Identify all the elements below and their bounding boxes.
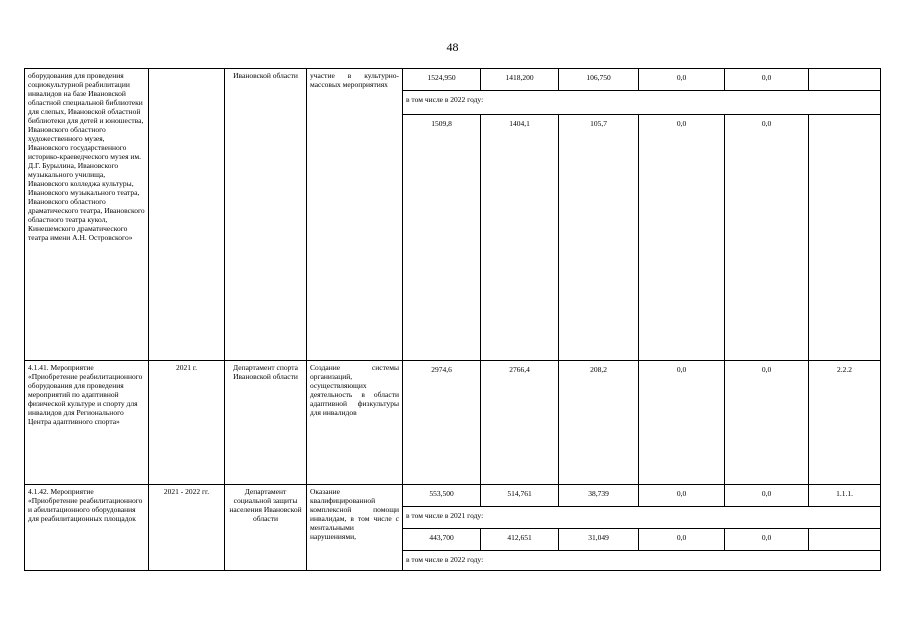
value-federal: 1418,200	[481, 69, 559, 91]
measure-indicator: Оказание квалифицированной комплексной помощи инвалидам, в том числе с ментальными нарушениями,	[307, 485, 403, 571]
year-note: в том числе в 2022 году:	[403, 551, 881, 571]
measure-name: 4.1.41. Мероприятие «Приобретение реабилитационного оборудования для проведения мероприятий по адаптивной физической культуре и спорту для инвалидов для Регионального Центра адаптивного спорта»	[25, 361, 149, 485]
empty-cell	[809, 529, 881, 551]
measure-executor: Департамент спорта Ивановской области	[225, 361, 307, 485]
measure-indicator: участие в культурно-массовых мероприятиях	[307, 69, 403, 361]
program-table	[24, 68, 881, 571]
value-federal: 412,651	[481, 529, 559, 551]
value-local: 0,0	[639, 361, 725, 485]
table-row	[25, 361, 881, 485]
value-other: 0,0	[725, 115, 809, 361]
empty-cell	[809, 115, 881, 361]
value-federal: 1404,1	[481, 115, 559, 361]
value-local: 0,0	[639, 115, 725, 361]
value-regional: 208,2	[559, 361, 639, 485]
value-federal: 514,761	[481, 485, 559, 507]
year-note: в том числе в 2022 году:	[403, 91, 881, 115]
indicator-code	[809, 69, 881, 91]
measure-name: оборудования для проведения социокультурной реабилитации инвалидов на базе Ивановской областной специальной библиотеки для слепых, Ивановской областной библиотеки для детей и юношества, Ивановского областного художественного музея, Ивановского государственного историко-краеведческого музея им. Д.Г. Бурылина, Ивановского музыкального училища, Ивановского колледжа культуры, Ивановского музыкального театра, Ивановского областного драматического театра, Ивановского областного театра кукол, Кинешемского драматического театра имени А.Н. Островского»	[25, 69, 149, 361]
value-other: 0,0	[725, 485, 809, 507]
measure-term: 2021 г.	[149, 361, 225, 485]
value-other: 0,0	[725, 361, 809, 485]
value-regional: 38,739	[559, 485, 639, 507]
measure-name: 4.1.42. Мероприятие «Приобретение реабилитационного и абилитационного оборудования для реабилитационных площадок	[25, 485, 149, 571]
value-total: 443,700	[403, 529, 481, 551]
measure-term	[149, 69, 225, 361]
value-other: 0,0	[725, 69, 809, 91]
value-local: 0,0	[639, 529, 725, 551]
value-local: 0,0	[639, 69, 725, 91]
table-row	[25, 69, 881, 91]
value-regional: 105,7	[559, 115, 639, 361]
value-regional: 106,750	[559, 69, 639, 91]
indicator-code: 2.2.2	[809, 361, 881, 485]
value-regional: 31,049	[559, 529, 639, 551]
value-total: 1524,950	[403, 69, 481, 91]
year-note: в том числе в 2021 году:	[403, 507, 881, 529]
measure-executor: Департамент социальной защиты населения Ивановской области	[225, 485, 307, 571]
page-number: 48	[446, 40, 459, 54]
value-federal: 2766,4	[481, 361, 559, 485]
value-other: 0,0	[725, 529, 809, 551]
indicator-code: 1.1.1.	[809, 485, 881, 507]
table-row	[25, 485, 881, 507]
value-local: 0,0	[639, 485, 725, 507]
value-total: 2974,6	[403, 361, 481, 485]
measure-indicator: Создание системы организаций, осуществляющих деятельность в области адаптивной физкультуры для инвалидов	[307, 361, 403, 485]
measure-term: 2021 - 2022 гг.	[149, 485, 225, 571]
value-total: 553,500	[403, 485, 481, 507]
measure-executor: Ивановской области	[225, 69, 307, 361]
value-total: 1509,8	[403, 115, 481, 361]
